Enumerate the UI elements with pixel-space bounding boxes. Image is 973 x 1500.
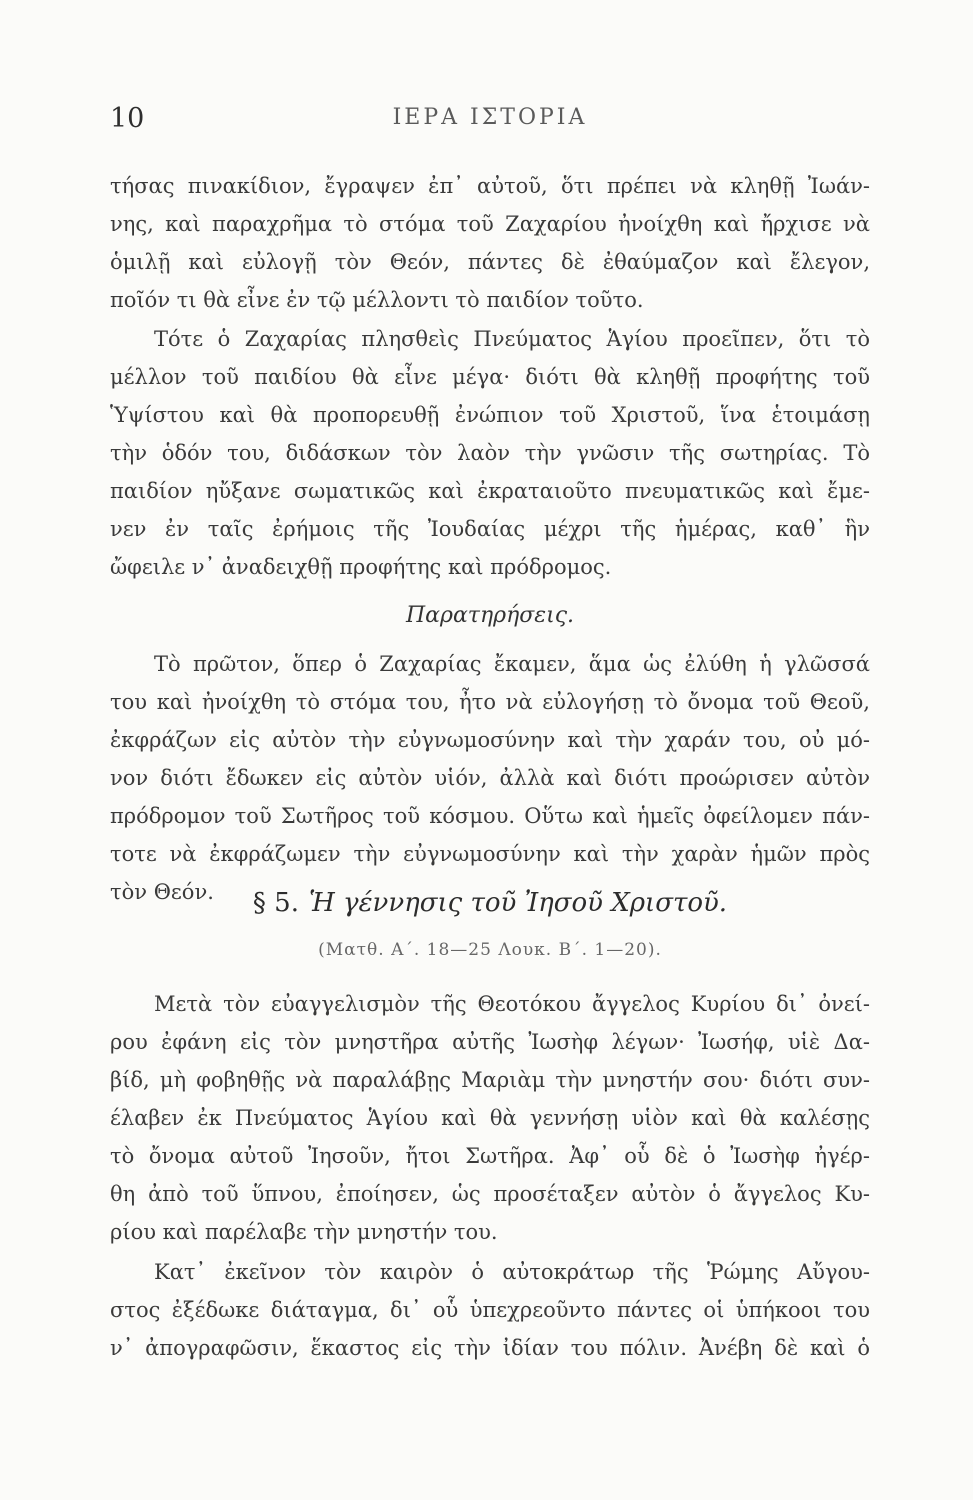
section-symbol: § 5.	[252, 888, 299, 918]
text-line: ρου ἐφάνη εἰς τὸν μνηστῆρα αὐτῆς Ἰωσὴφ λέγων· Ἰωσήφ, υἱὲ Δα-	[110, 1030, 870, 1054]
text-line: τὸν Θεόν.	[110, 880, 214, 904]
section-title-text: Ἡ γέννησις τοῦ Ἰησοῦ Χριστοῦ.	[309, 888, 728, 918]
text-line: μέλλον τοῦ παιδίου θὰ εἶνε μέγα· διότι θὰ κληθῇ προφήτης τοῦ	[110, 365, 870, 389]
text-line: τὴν ὁδόν του, διδάσκων τὸν λαὸν τὴν γνῶσιν τῆς σωτηρίας. Τὸ	[110, 441, 870, 465]
section-reference: (Ματθ. Α΄. 18—25 Λουκ. Β΄. 1—20).	[318, 940, 662, 960]
page-number: 10	[110, 103, 145, 134]
paragraph-2	[110, 320, 870, 586]
text-line: νον διότι ἔδωκεν εἰς αὐτὸν υἱόν, ἀλλὰ καὶ διότι προώρισεν αὐτὸν	[110, 766, 870, 790]
text-line: Μετὰ τὸν εὐαγγελισμὸν τῆς Θεοτόκου ἄγγελος Κυρίου δι᾽ ὀνεί-	[154, 992, 870, 1016]
page-header	[110, 103, 870, 143]
observations-paragraph	[110, 645, 870, 911]
text-line: ν᾽ ἀπογραφῶσιν, ἕκαστος εἰς τὴν ἰδίαν του πόλιν. Ἀνέβη δὲ καὶ ὁ	[110, 1336, 870, 1360]
text-line: πρόδρομον τοῦ Σωτῆρος τοῦ κόσμου. Οὕτω καὶ ἡμεῖς ὀφείλομεν πάν-	[110, 804, 870, 828]
text-line: παιδίον ηὔξανε σωματικῶς καὶ ἐκραταιοῦτο πνευματικῶς καὶ ἔμε-	[110, 479, 870, 503]
text-line: ποῖόν τι θὰ εἶνε ἐν τῷ μέλλοντι τὸ παιδίον τοῦτο.	[110, 288, 644, 312]
text-line: ἐκφράζων εἰς αὐτὸν τὴν εὐγνωμοσύνην καὶ τὴν χαράν του, οὐ μό-	[110, 728, 870, 752]
text-line: ρίου καὶ παρέλαβε τὴν μνηστήν του.	[110, 1220, 498, 1244]
text-line: νης, καὶ παραχρῆμα τὸ στόμα τοῦ Ζαχαρίου ἠνοίχθη καὶ ἤρχισε νὰ	[110, 212, 870, 236]
running-title: ΙΕΡΑ ΙΣΤΟΡΙΑ	[392, 105, 588, 130]
text-line: τοτε νὰ ἐκφράζωμεν τὴν εὐγνωμοσύνην καὶ τὴν χαρὰν ἡμῶν πρὸς	[110, 842, 870, 866]
observations-heading: Παρατηρήσεις.	[405, 603, 575, 628]
text-line: ὤφειλε ν᾽ ἀναδειχθῇ προφήτης καὶ πρόδρομος.	[110, 555, 612, 579]
text-line: του καὶ ἠνοίχθη τὸ στόμα του, ἦτο νὰ εὐλογήσῃ τὸ ὄνομα τοῦ Θεοῦ,	[110, 690, 870, 714]
text-line: έλαβεν ἐκ Πνεύματος Ἁγίου καὶ θὰ γεννήσῃ υἱὸν καὶ θὰ καλέσῃς	[110, 1106, 870, 1130]
text-line: στος ἐξέδωκε διάταγμα, δι᾽ οὗ ὑπεχρεοῦντο πάντες οἱ ὑπήκοοι του	[110, 1298, 870, 1322]
text-line: βίδ, μὴ φοβηθῇς νὰ παραλάβῃς Μαριὰμ τὴν μνηστήν σου· διότι συν-	[110, 1068, 870, 1092]
paragraph-4	[110, 1253, 870, 1367]
text-line: Τὸ πρῶτον, ὅπερ ὁ Ζαχαρίας ἔκαμεν, ἅμα ὡς ἐλύθη ἡ γλῶσσά	[154, 652, 870, 676]
text-line: νεν ἐν ταῖς ἐρήμοις τῆς Ἰουδαίας μέχρι τῆς ἡμέρας, καθ᾽ ἣν	[110, 517, 870, 541]
text-line: Τότε ὁ Ζαχαρίας πλησθεὶς Πνεύματος Ἁγίου προεῖπεν, ὅτι τὸ	[154, 327, 870, 351]
text-line: θη ἀπὸ τοῦ ὕπνου, ἐποίησεν, ὡς προσέταξεν αὐτὸν ὁ ἄγγελος Κυ-	[110, 1182, 870, 1206]
section-title	[110, 888, 870, 918]
paragraph-3	[110, 985, 870, 1251]
text-line: τὸ ὄνομα αὐτοῦ Ἰησοῦν, ἤτοι Σωτῆρα. Ἀφ᾽ οὗ δὲ ὁ Ἰωσὴφ ἠγέρ-	[110, 1144, 870, 1168]
text-line: Κατ᾽ ἐκεῖνον τὸν καιρὸν ὁ αὐτοκράτωρ τῆς Ῥώμης Αὔγου-	[154, 1260, 870, 1284]
text-line: τήσας πινακίδιον, ἔγραψεν ἐπ᾽ αὐτοῦ, ὅτι πρέπει νὰ κληθῇ Ἰωάν-	[110, 174, 870, 198]
text-line: ὁμιλῇ καὶ εὐλογῇ τὸν Θεόν, πάντες δὲ ἐθαύμαζον καὶ ἔλεγον,	[110, 250, 870, 274]
text-line: Ὑψίστου καὶ θὰ προπορευθῇ ἐνώπιον τοῦ Χριστοῦ, ἵνα ἑτοιμάσῃ	[110, 403, 870, 427]
paragraph-1	[110, 167, 870, 319]
